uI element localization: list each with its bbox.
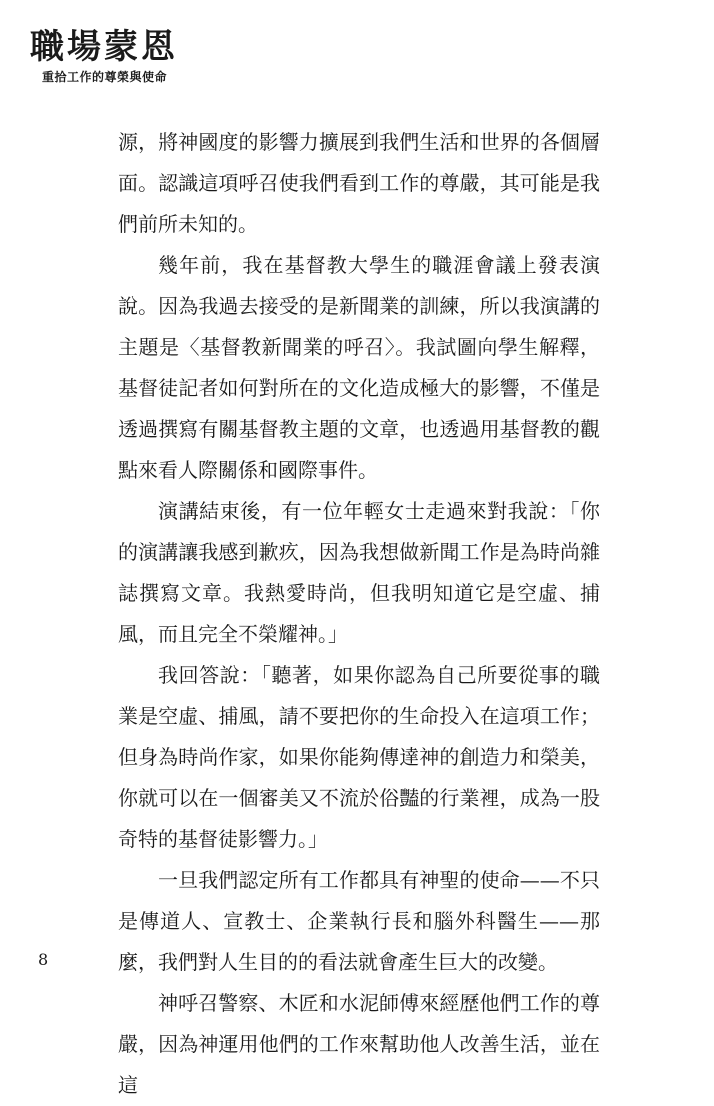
- book-subtitle: 重拾工作的尊榮與使命: [42, 70, 168, 84]
- page-number: 8: [38, 950, 49, 969]
- paragraph: 我回答說：「聽著，如果你認為自己所要從事的職業是空虛、捕風，請不要把你的生命投入在這項工作；但身為時尚作家，如果你能夠傳達神的創造力和榮美，你就可以在一個審美又不流於俗豔的行業裡，成為一股奇特的基督徒影響力。」: [118, 663, 600, 851]
- paragraph: 神呼召警察、木匠和水泥師傅來經歷他們工作的尊嚴，因為神運用他們的工作來幫助他人改善生活，並在這: [118, 991, 600, 1097]
- paragraph-continued: 源，將神國度的影響力擴展到我們生活和世界的各個層面。認識這項呼召使我們看到工作的尊嚴，其可能是我們前所未知的。: [118, 130, 600, 236]
- book-title: 職場蒙恩: [30, 27, 178, 67]
- paragraph: 一旦我們認定所有工作都具有神聖的使命——不只是傳道人、宣教士、企業執行長和腦外科醫生——那麼，我們對人生目的的看法就會產生巨大的改變。: [118, 868, 600, 974]
- running-header: [30, 28, 210, 85]
- paragraph: 幾年前，我在基督教大學生的職涯會議上發表演說。因為我過去接受的是新聞業的訓練，所以我演講的主題是〈基督教新聞業的呼召〉。我試圖向學生解釋，基督徒記者如何對所在的文化造成極大的影響，不僅是透過撰寫有關基督教主題的文章，也透過用基督教的觀點來看人際關係和國際事件。: [118, 253, 600, 482]
- paragraph: 演講結束後，有一位年輕女士走過來對我說：「你的演講讓我感到歉疚，因為我想做新聞工作是為時尚雜誌撰寫文章。我熱愛時尚，但我明知道它是空虛、捕風，而且完全不榮耀神。」: [118, 499, 600, 646]
- body-text: [118, 122, 600, 1106]
